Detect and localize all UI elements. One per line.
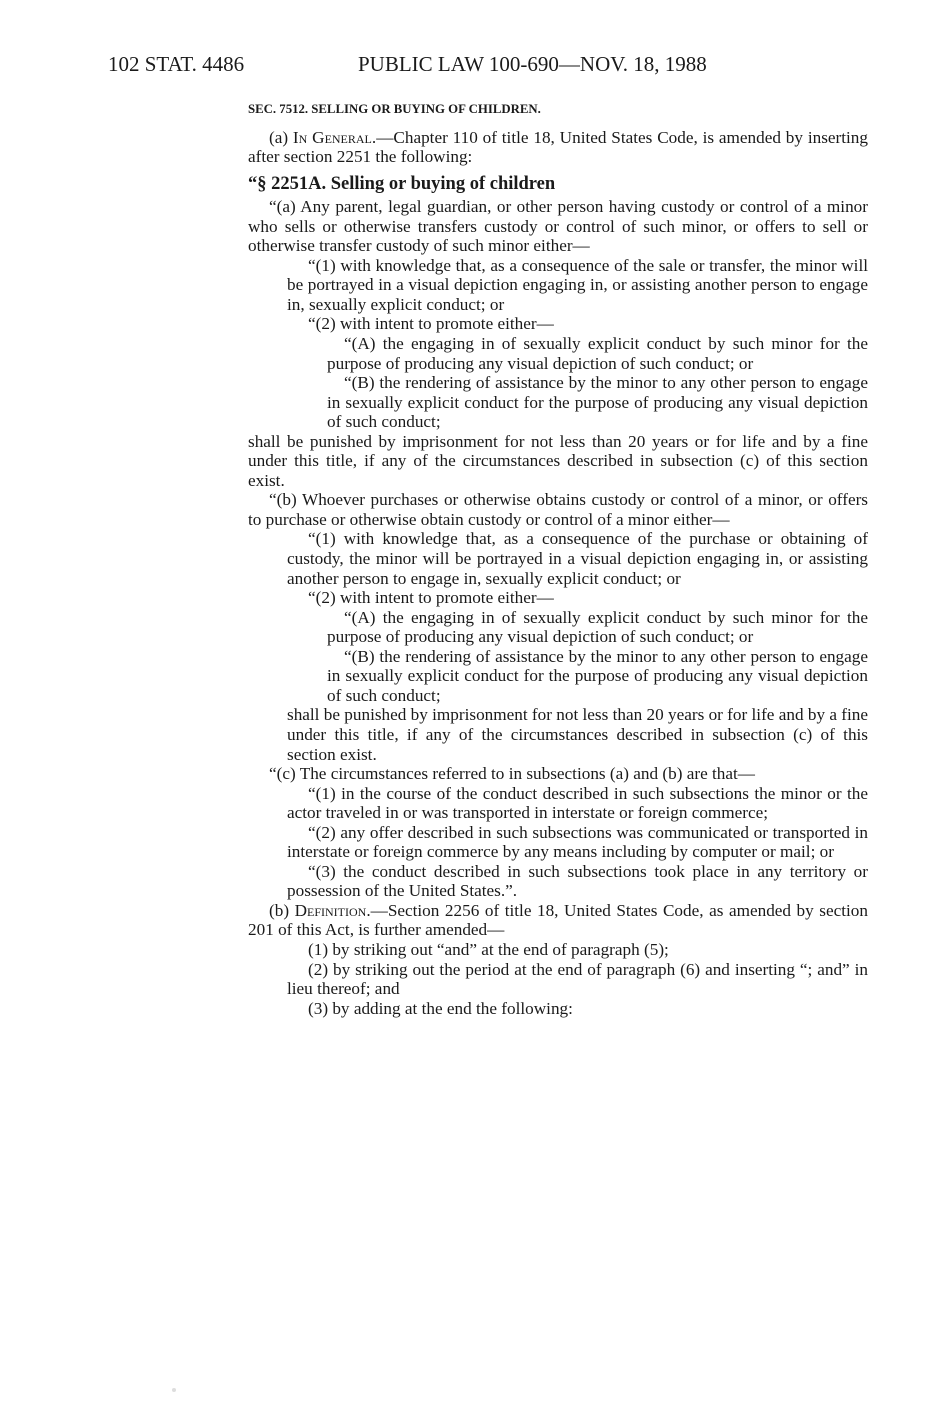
subsection-b-item-2: (2) by striking out the period at the end of paragraph (6) and inserting “; and” in lieu thereof; and bbox=[287, 959, 868, 999]
paragraph-c-2: “(2) any offer described in such subsections was communicated or transported in interstate or foreign commerce by any means including by computer or mail; or bbox=[287, 822, 868, 862]
public-law-running-head: PUBLIC LAW 100-690—NOV. 18, 1988 bbox=[358, 52, 707, 76]
paragraph-c-1: “(1) in the course of the conduct described in such subsections the minor or the actor traveled in or was transported in interstate or foreign commerce; bbox=[287, 783, 868, 823]
paragraph-c-3: “(3) the conduct described in such subsections took place in any territory or possession of the United States.”. bbox=[287, 861, 868, 901]
subsection-a-general bbox=[248, 128, 868, 167]
document-body bbox=[248, 100, 868, 1018]
subsection-b-definition bbox=[248, 901, 868, 940]
subsection-a-caption: In General. bbox=[292, 127, 377, 147]
paragraph-b-2-A: “(A) the engaging in of sexually explicit conduct by such minor for the purpose of producing any visual depiction of such conduct; or bbox=[327, 607, 868, 647]
subsection-b-item-1: (1) by striking out “and” at the end of paragraph (5); bbox=[308, 939, 669, 959]
subsection-b-prefix: (b) bbox=[269, 900, 295, 920]
paragraph-c: “(c) The circumstances referred to in subsections (a) and (b) are that— bbox=[269, 764, 755, 784]
paragraph-a-2: “(2) with intent to promote either— bbox=[308, 314, 554, 334]
page-header bbox=[108, 52, 868, 82]
paragraph-b-2-B: “(B) the rendering of assistance by the minor to any other person to engage in sexually explicit conduct for the purpose of producing any visual depiction of such conduct; bbox=[327, 646, 868, 705]
paragraph-a: “(a) Any parent, legal guardian, or other person having custody or control of a minor who sells or otherwise transfers custody or control of such minor, or offers to sell or otherwise transfer custody of such minor either— bbox=[248, 197, 868, 256]
paragraph-b: “(b) Whoever purchases or otherwise obtains custody or control of a minor, or offers to purchase or otherwise obtain custody or control of a minor either— bbox=[248, 490, 868, 529]
subsection-a-prefix: (a) bbox=[269, 127, 293, 147]
new-section-title: “§ 2251A. Selling or buying of children bbox=[248, 173, 556, 194]
subsection-b-caption: Definition. bbox=[294, 900, 371, 920]
paragraph-a-1: “(1) with knowledge that, as a consequence of the sale or transfer, the minor will be portrayed in a visual depiction engaging in, or assisting another person to engage in, sexually explicit conduct; or bbox=[287, 255, 868, 314]
paragraph-b-penalty: shall be punished by imprisonment for not less than 20 years or for life and by a fine under this title, if any of the circumstances described in subsection (c) of this section exist. bbox=[287, 705, 868, 764]
paragraph-a-2-B: “(B) the rendering of assistance by the minor to any other person to engage in sexually explicit conduct for the purpose of producing any visual depiction of such conduct; bbox=[327, 373, 868, 432]
section-heading: SEC. 7512. SELLING OR BUYING OF CHILDREN. bbox=[248, 102, 541, 116]
paragraph-b-2: “(2) with intent to promote either— bbox=[308, 588, 554, 608]
paragraph-a-penalty: shall be punished by imprisonment for not less than 20 years or for life and by a fine under this title, if any of the circumstances described in subsection (c) of this section exist. bbox=[248, 431, 868, 490]
paragraph-b-1: “(1) with knowledge that, as a consequence of the purchase or obtaining of custody, the minor will be portrayed in a visual depiction engaging in, or assisting another person to engage in, sexually explicit conduct; or bbox=[287, 529, 868, 588]
subsection-b-item-3: (3) by adding at the end the following: bbox=[308, 998, 573, 1018]
scan-speck bbox=[172, 1388, 176, 1392]
statute-page-number: 102 STAT. 4486 bbox=[108, 52, 245, 76]
paragraph-a-2-A: “(A) the engaging in of sexually explicit conduct by such minor for the purpose of producing any visual depiction of such conduct; or bbox=[327, 334, 868, 373]
subsection-a-text: —Chapter 110 of title 18, United States Code, is amended by inserting after section 2251 the following: bbox=[248, 127, 868, 167]
subsection-b-text: —Section 2256 of title 18, United States Code, as amended by section 201 of this Act, is further amended— bbox=[248, 900, 868, 940]
